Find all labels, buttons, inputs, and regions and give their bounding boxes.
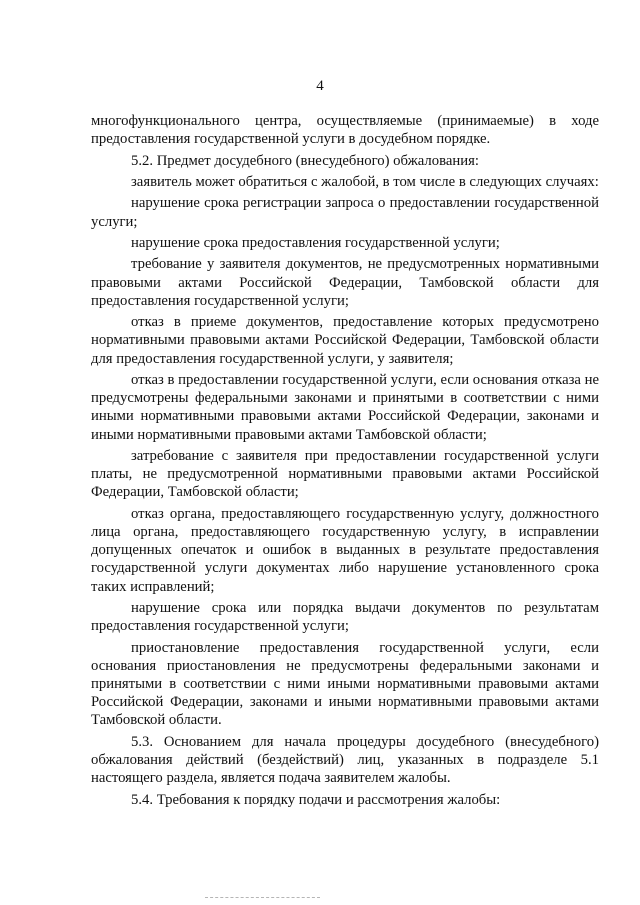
scan-edge-mark <box>205 897 320 898</box>
list-item-term-violation: нарушение срока предоставления государственной услуги; <box>131 234 500 251</box>
list-item-issuance-violation: нарушение срока или порядка выдачи документов по результатам предоставления государственной услуги; <box>91 599 599 635</box>
paragraph-complaint-cases: заявитель может обратиться с жалобой, в том числе в следующих случаях: <box>131 173 599 190</box>
list-item-fee-demand: затребование с заявителя при предоставлении государственной услуги платы, не предусмотренной нормативными правовыми актами Российской Федерации, Тамбовской области; <box>91 447 599 501</box>
paragraph-continuation: многофункционального центра, осуществляемые (принимаемые) в ходе предоставления государственной услуги в досудебном порядке. <box>91 113 599 148</box>
list-item-service-refusal: отказ в предоставлении государственной услуги, если основания отказа не предусмотрены федеральными законами и принятыми в соответствии с ними иными нормативными правовыми актами Российской Федерации, законами и иными нормативными правовыми актами Тамбовской области; <box>91 371 599 443</box>
list-item-registration-violation: нарушение срока регистрации запроса о предоставлении государственной услуги; <box>91 195 599 230</box>
list-item-correction-refusal: отказ органа, предоставляющего государственную услугу, должностного лица органа, предоставляющего государственную услугу, в исправлении допущенных опечаток и ошибок в выданных в результате предоставления государственной услуги документах либо нарушение установленного срока таких исправлений; <box>91 505 599 595</box>
document-body <box>91 112 599 812</box>
list-item-document-refusal: отказ в приеме документов, предоставление которых предусмотрено нормативными правовыми актами Российской Федерации, Тамбовской области для предоставления государственной услуги, у заявителя; <box>91 314 599 367</box>
list-item-suspension: приостановление предоставления государственной услуги, если основания приостановления не предусмотрены федеральными законами и принятыми в соответствии с ними иными нормативными правовыми актами Российской Федерации, законами и иными нормативными правовыми актами Тамбовской области. <box>91 639 599 729</box>
section-5-2-heading: 5.2. Предмет досудебного (внесудебного) обжалования: <box>131 152 479 169</box>
page-number: 4 <box>316 78 324 94</box>
section-5-3: 5.3. Основанием для начала процедуры досудебного (внесудебного) обжалования действий (бездействий) лиц, указанных в подразделе 5.1 настоящего раздела, является подача заявителем жалобы. <box>91 733 599 787</box>
list-item-document-requirement: требование у заявителя документов, не предусмотренных нормативными правовыми актами Российской Федерации, Тамбовской области для предоставления государственной услуги; <box>91 256 599 309</box>
section-5-4-heading: 5.4. Требования к порядку подачи и рассмотрения жалобы: <box>131 791 501 808</box>
